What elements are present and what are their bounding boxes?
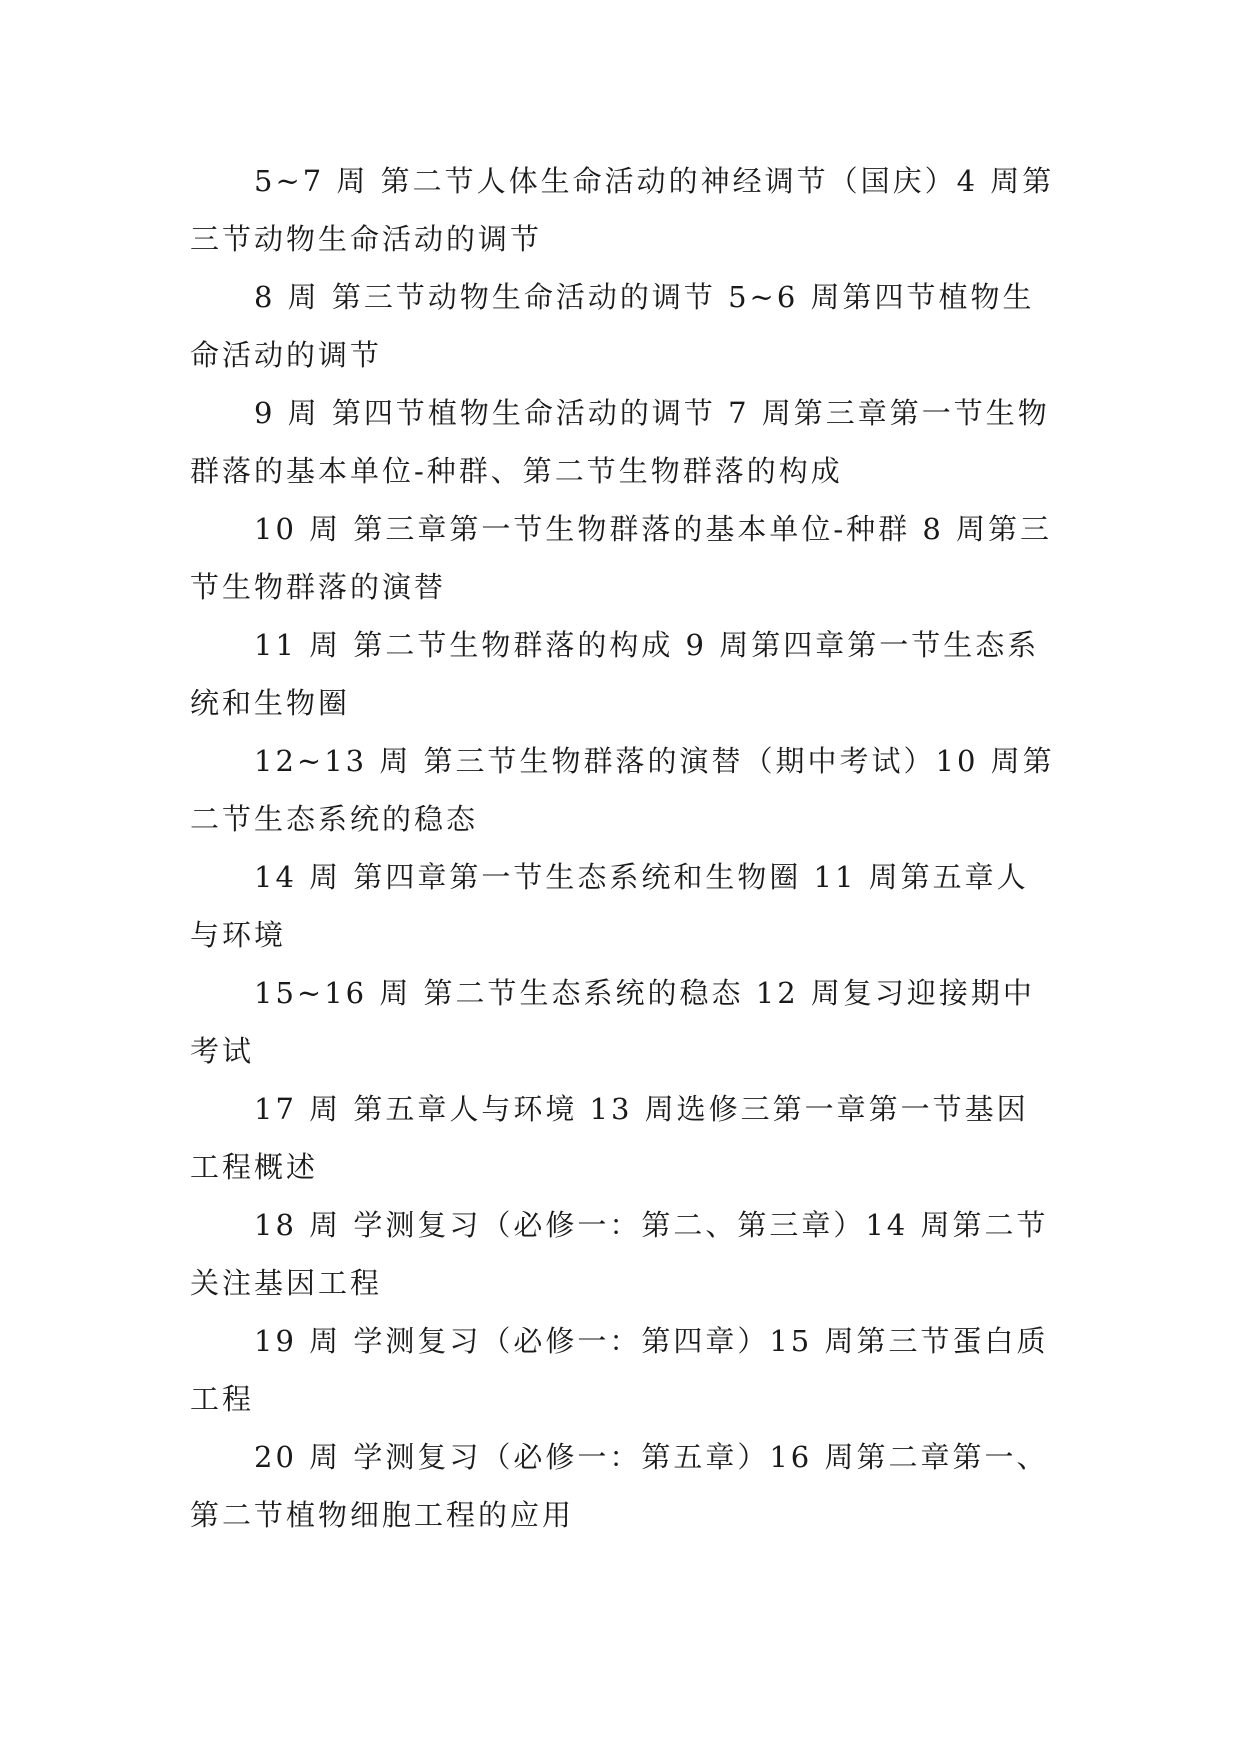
schedule-paragraph: 12~13 周 第三节生物群落的演替（期中考试）10 周第二节生态系统的稳态 [190,744,1055,836]
schedule-paragraph: 9 周 第四节植物生命活动的调节 7 周第三章第一节生物群落的基本单位-种群、第二节生物群落的构成 [190,396,1050,488]
schedule-paragraph: 10 周 第三章第一节生物群落的基本单位-种群 8 周第三节生物群落的演替 [190,512,1053,604]
schedule-paragraph: 8 周 第三节动物生命活动的调节 5~6 周第四节植物生命活动的调节 [190,280,1035,372]
document-body [190,152,1060,1544]
schedule-paragraph: 20 周 学测复习（必修一：第五章）16 周第二章第一、第二节植物细胞工程的应用 [190,1440,1049,1532]
schedule-paragraph: 17 周 第五章人与环境 13 周选修三第一章第一节基因工程概述 [190,1092,1029,1184]
schedule-paragraph: 11 周 第二节生物群落的构成 9 周第四章第一节生态系统和生物圈 [190,628,1040,720]
schedule-paragraph: 5~7 周 第二节人体生命活动的神经调节（国庆）4 周第三节动物生命活动的调节 [190,164,1055,256]
schedule-paragraph: 14 周 第四章第一节生态系统和生物圈 11 周第五章人与环境 [190,860,1029,952]
schedule-paragraph: 19 周 学测复习（必修一：第四章）15 周第三节蛋白质工程 [190,1324,1049,1416]
schedule-paragraph: 18 周 学测复习（必修一：第二、第三章）14 周第二节关注基因工程 [190,1208,1049,1300]
schedule-paragraph: 15~16 周 第二节生态系统的稳态 12 周复习迎接期中考试 [190,976,1035,1068]
